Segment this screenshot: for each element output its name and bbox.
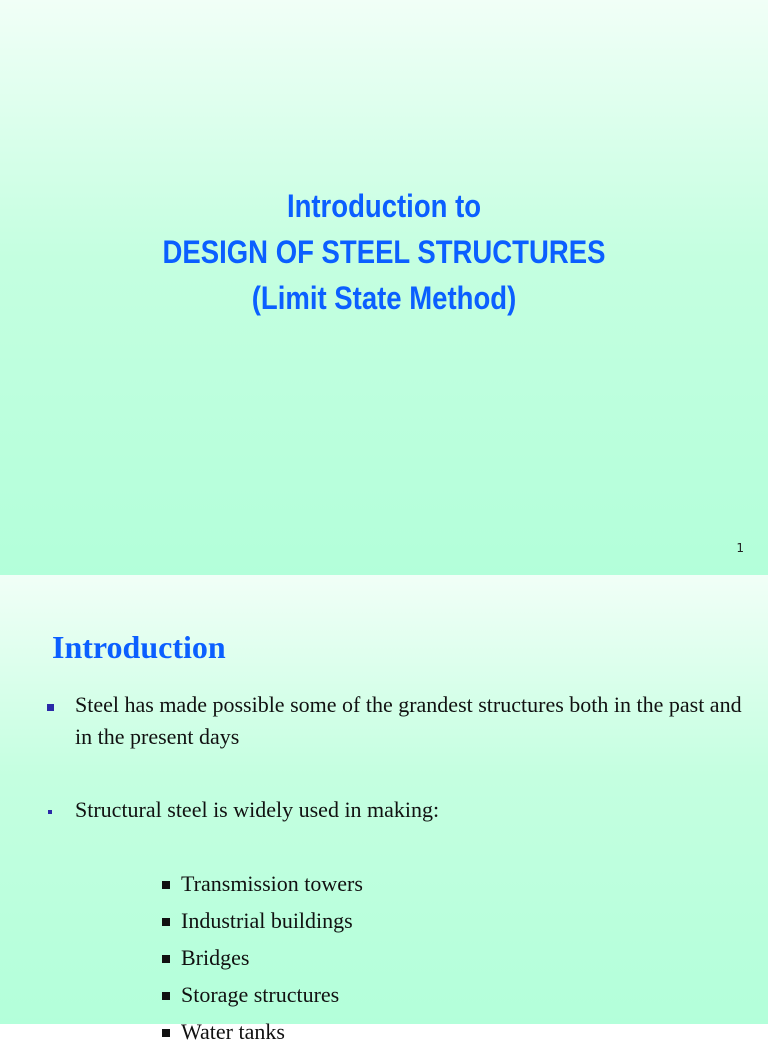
bullet-square-icon [47,704,54,711]
list-item-label: Bridges [181,945,250,970]
list-item-label: Water tanks [181,1019,285,1044]
slide-title [54,183,714,321]
uses-list [162,865,363,1050]
bullet-steel-grandest: Steel has made possible some of the grandest structures both in the past and in the present days [75,692,742,749]
list-item-label: Storage structures [181,982,340,1007]
bullet-structural-steel-uses: Structural steel is widely used in making: [75,797,440,822]
bullet-square-icon [162,881,170,889]
list-item [162,902,363,939]
title-line-intro: Introduction to [286,188,482,224]
list-item [162,865,363,902]
bullet-square-icon [162,992,170,1000]
list-item-label: Transmission towers [181,871,363,896]
bullet-square-icon [162,955,170,963]
list-item [162,1013,363,1050]
bullet-square-icon [48,810,52,814]
slide-heading: Introduction [52,629,226,665]
title-line-method: (Limit State Method) [251,280,517,316]
bullet-square-icon [162,918,170,926]
bullet-square-icon [162,1029,170,1037]
title-line-subject: DESIGN OF STEEL STRUCTURES [162,234,606,270]
introduction-slide [0,575,768,1044]
list-item [162,976,363,1013]
list-item [162,939,363,976]
page-number: 1 [736,541,744,555]
list-item-label: Industrial buildings [181,908,353,933]
